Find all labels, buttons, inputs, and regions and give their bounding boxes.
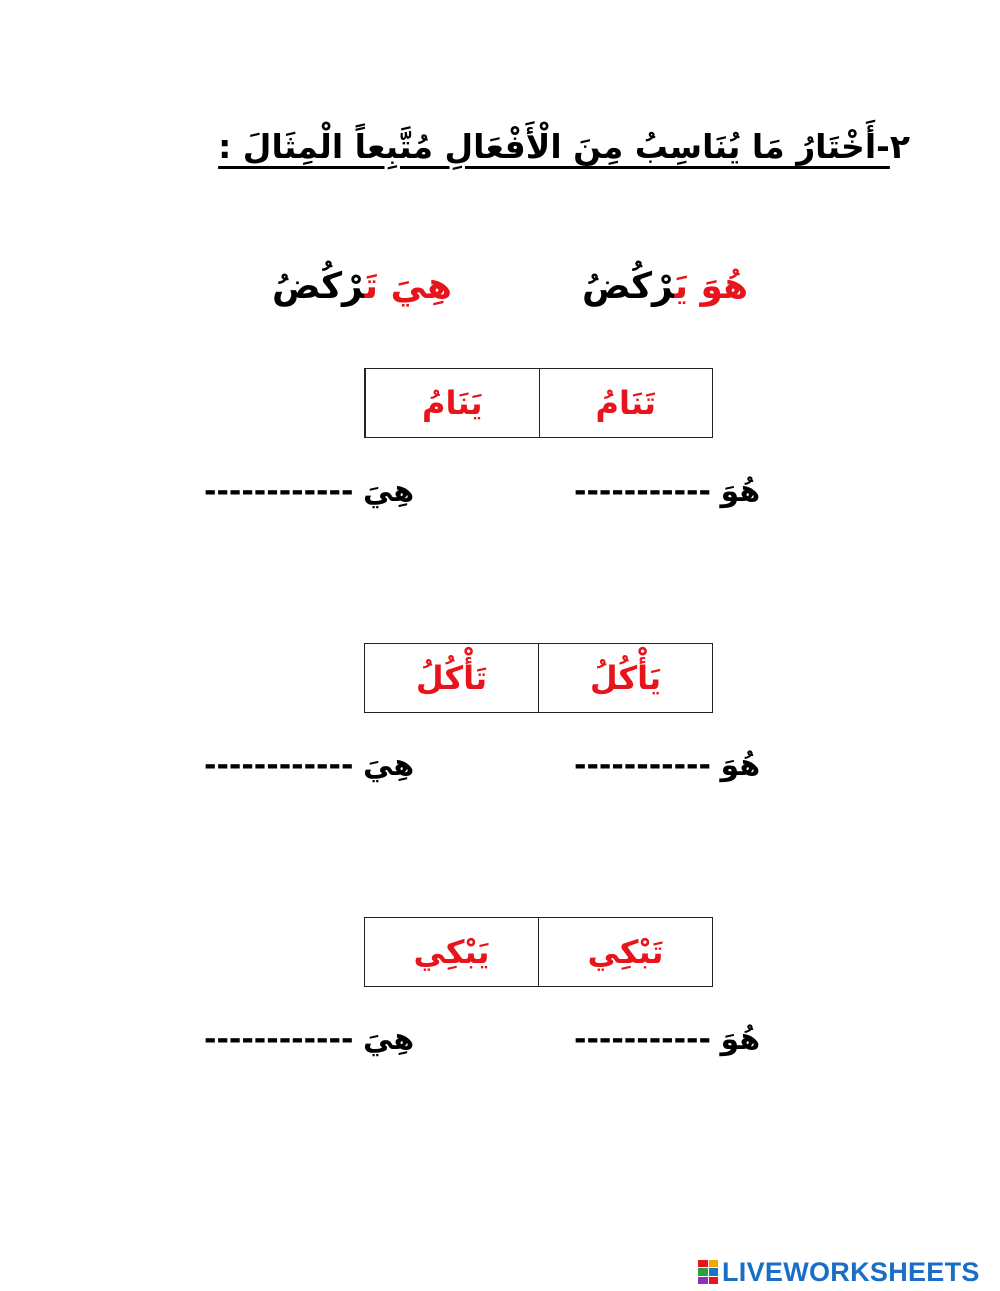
option-cell-left-3[interactable]: يَبْكِي xyxy=(413,933,490,971)
answer-row-she-1 xyxy=(204,472,414,512)
example-he xyxy=(582,262,748,312)
example-she-pronoun: هِيَ xyxy=(390,266,452,307)
answer-row-she-2 xyxy=(204,746,414,786)
blank-she-3[interactable]: ------------ xyxy=(204,1022,354,1057)
blank-he-2[interactable]: ----------- xyxy=(574,748,711,783)
instruction-title xyxy=(218,122,910,178)
option-cell-left-2[interactable]: تَأْكُلُ xyxy=(415,659,488,697)
blank-she-2[interactable]: ------------ xyxy=(204,748,354,783)
pronoun-she-2: هِيَ xyxy=(362,748,415,783)
liveworksheets-logo[interactable] xyxy=(698,1257,980,1287)
option-cell-right-1[interactable]: تَنَامُ xyxy=(539,369,713,437)
pronoun-she-1: هِيَ xyxy=(362,474,415,509)
option-cell-left-1[interactable]: يَنَامُ xyxy=(365,369,539,437)
answer-row-he-3 xyxy=(574,1020,760,1060)
example-he-pronoun: هُوَ xyxy=(700,266,749,307)
title-text: -أَخْتَارُ مَا يُنَاسِبُ مِنَ الْأَفْعَالِ مُتَّبِعاً الْمِثَالَ : xyxy=(218,127,890,166)
answer-row-he-2 xyxy=(574,746,760,786)
answer-row-he-1 xyxy=(574,472,760,512)
pronoun-he-2: هُوَ xyxy=(720,748,761,783)
pronoun-he-3: هُوَ xyxy=(720,1022,761,1057)
example-he-verb: يَرْكُضُ xyxy=(582,266,688,307)
pronoun-he-1: هُوَ xyxy=(720,474,761,509)
options-table-3 xyxy=(364,917,713,987)
options-table-1 xyxy=(364,368,713,438)
option-cell-right-3[interactable]: تَبْكِي xyxy=(538,918,712,986)
answer-row-she-3 xyxy=(204,1020,414,1060)
option-cell-right-2[interactable]: يَأْكُلُ xyxy=(538,644,712,712)
pronoun-she-3: هِيَ xyxy=(362,1022,415,1057)
title-number: ٢ xyxy=(889,127,910,166)
example-she xyxy=(272,262,452,312)
example-she-verb: تَرْكُضُ xyxy=(272,266,378,307)
blank-she-1[interactable]: ------------ xyxy=(204,474,354,509)
blank-he-1[interactable]: ----------- xyxy=(574,474,711,509)
liveworksheets-logo-icon xyxy=(698,1260,718,1284)
options-table-2 xyxy=(364,643,713,713)
blank-he-3[interactable]: ----------- xyxy=(574,1022,711,1057)
logo-text: LIVEWORKSHEETS xyxy=(722,1256,980,1287)
